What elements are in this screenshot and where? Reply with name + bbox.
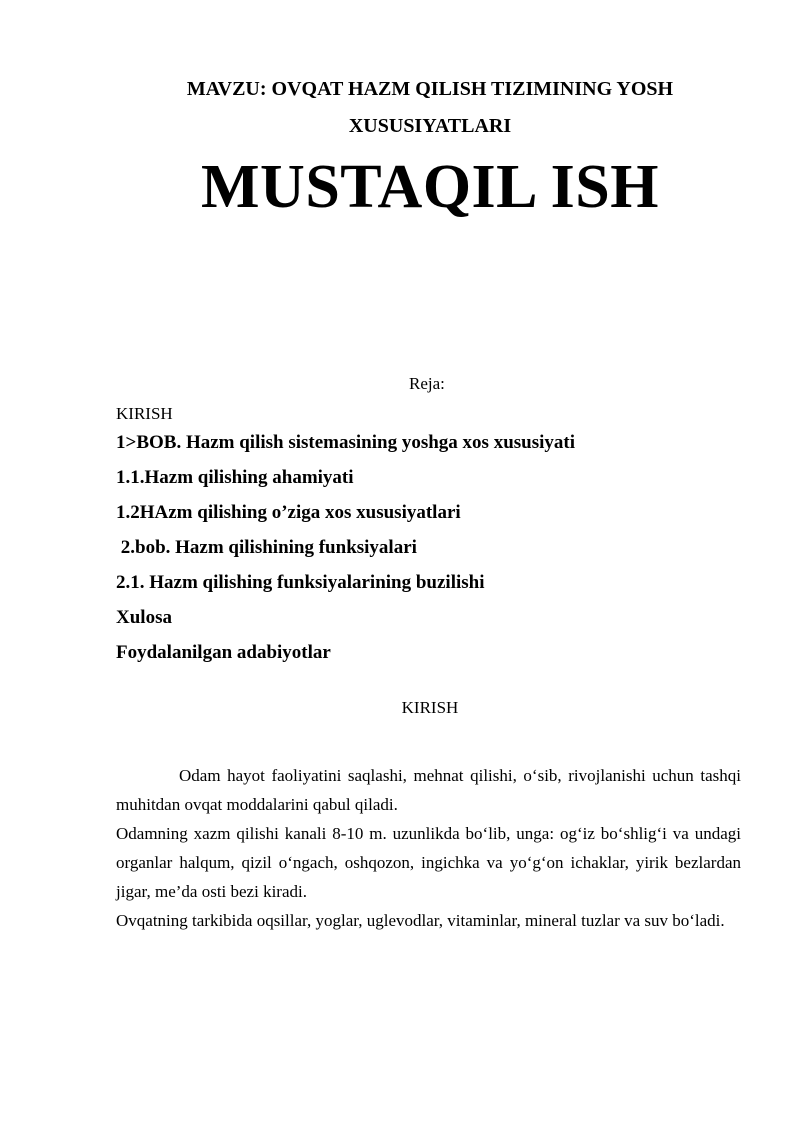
section-heading: KIRISH bbox=[401, 698, 459, 717]
paragraph: Ovqatning tarkibida oqsillar, yoglar, uglevodlar, vitaminlar, mineral tuzlar va suv bo‘ladi. bbox=[116, 911, 725, 930]
toc-item-1-1: 1.1.Hazm qilishing ahamiyati bbox=[116, 467, 354, 488]
body-text bbox=[116, 761, 741, 935]
toc-item-conclusion: Xulosa bbox=[116, 607, 172, 628]
document-title: MUSTAQIL ISH bbox=[201, 153, 659, 221]
toc-item-2-1: 2.1. Hazm qilishing funksiyalarining buzilishi bbox=[116, 572, 485, 593]
topic-heading: MAVZU: OVQAT HAZM QILISH TIZIMINING YOSH XUSUSIYATLARI bbox=[186, 78, 674, 137]
toc-item-1-2: 1.2HAzm qilishing o’ziga xos xususiyatlari bbox=[116, 502, 461, 523]
toc-intro: KIRISH bbox=[116, 404, 173, 423]
toc-item-references: Foydalanilgan adabiyotlar bbox=[116, 642, 331, 663]
toc-item-chapter-1: 1>BOB. Hazm qilish sistemasining yoshga xos xususiyati bbox=[116, 432, 576, 453]
plan-heading: Reja: bbox=[409, 374, 445, 393]
paragraph: Odamning xazm qilishi kanali 8-10 m. uzunlikda bo‘lib, unga: og‘iz bo‘shlig‘i va undagi organlar halqum, qizil o‘ngach, oshqozon, ingichka va yo‘g‘on ichaklar, yirik bezlardan jigar, me’da osti bezi kiradi. bbox=[116, 824, 741, 901]
paragraph: Odam hayot faoliyatini saqlashi, mehnat qilishi, o‘sib, rivojlanishi uchun tashqi muhitdan ovqat moddalarini qabul qiladi. bbox=[116, 766, 741, 814]
toc-item-chapter-2: 2.bob. Hazm qilishining funksiyalari bbox=[116, 537, 417, 558]
table-of-contents bbox=[116, 402, 756, 676]
